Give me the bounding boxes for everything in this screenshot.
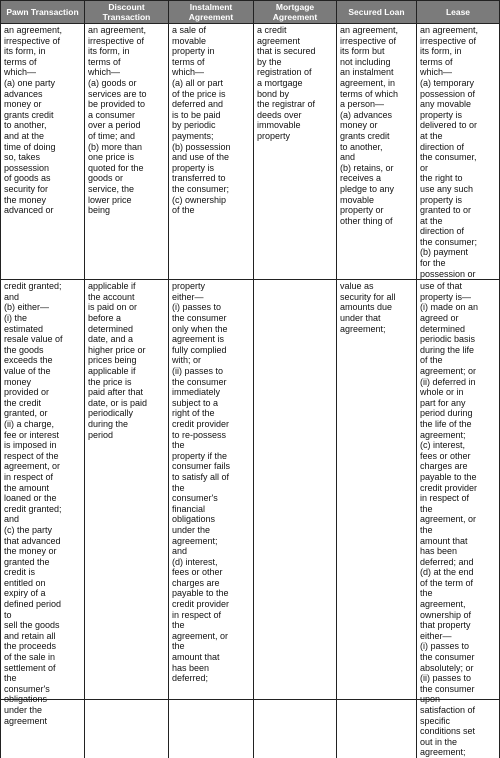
cell-instalment-agreement: a sale of movable property in terms of which— (a) all or part of the price is deferred and is to be paid by periodic payments; (b) possession and use of the property is transferred to the consumer; (c) ownership of the	[169, 24, 254, 280]
header-instalment-agreement: Instalment Agreement	[169, 1, 254, 24]
header-secured-loan: Secured Loan	[337, 1, 417, 24]
cell-discount-transaction: an agreement, irrespective of its form, in terms of which— (a) goods or services are to be provided to a consumer over a period of time; and (b) more than one price is quoted for the goods or service, the lower price being	[85, 24, 169, 280]
header-row	[1, 1, 500, 24]
cell-secured-loan: value as security for all amounts due under that agreement;	[337, 280, 417, 758]
cell-lease: an agreement, irrespective of its form, in terms of which— (a) temporary possession of any movable property is delivered to or at the direction of the consumer, or the right to use any such property is granted to or at the direction of the consumer; (b) payment for the possession or	[417, 24, 500, 280]
header-mortgage-agreement: Mortgage Agreement	[254, 1, 337, 24]
header-lease: Lease	[417, 1, 500, 24]
cell-pawn-transaction: an agreement, irrespective of its form, in terms of which— (a) one party advances money or grants credit to another, and at the time of doing so, takes possession of goods as security for the money advanced or	[1, 24, 85, 280]
header-discount-transaction: Discount Transaction	[85, 1, 169, 24]
cell-pawn-transaction: credit granted; and (b) either— (i) the estimated resale value of the goods exceeds the value of the money provided or the credit granted, or (ii) a charge, fee or interest is imposed in respect of the agreement, or in respect of the amount loaned or the credit granted; and (c) the party that advanced the money or granted the credit is entitled on expiry of a defined period to sell the goods and retain all the proceeds of the sale in settlement of the consumer's obligations under the agreement	[1, 280, 85, 758]
cell-discount-transaction: applicable if the account is paid on or before a determined date, and a higher price or prices being applicable if the price is paid after that date, or is paid periodically during the period	[85, 280, 169, 758]
table-row	[1, 280, 500, 758]
header-pawn-transaction: Pawn Transaction	[1, 1, 85, 24]
cell-secured-loan: an agreement, irrespective of its form but not including an instalment agreement, in terms of which a person— (a) advances money or grants credit to another, and (b) retains, or receives a pledge to any movable property or other thing of	[337, 24, 417, 280]
table-row	[1, 24, 500, 280]
cell-lease: use of that property is— (i) made on an agreed or determined periodic basis during the life of the agreement; or (ii) deferred in whole or in part for any period during the life of the agreement; (c) interest, fees or other charges are payable to the credit provider in respect of the agreement, or the amount that has been deferred; and (d) at the end of the term of the agreement, ownership of that property either— (i) passes to the consumer absolutely; or (ii) passes to the consumer upon satisfaction of specific conditions set out in the agreement;	[417, 280, 500, 758]
cell-mortgage-agreement	[254, 280, 337, 758]
cell-mortgage-agreement: a credit agreement that is secured by the registration of a mortgage bond by the registrar of deeds over immovable property	[254, 24, 337, 280]
cell-instalment-agreement: property either— (i) passes to the consumer only when the agreement is fully complied with; or (ii) passes to the consumer immediately subject to a right of the credit provider to re-possess the property if the consumer fails to satisfy all of the consumer's financial obligations under the agreement; and (d) interest, fees or other charges are payable to the credit provider in respect of the agreement, or the amount that has been deferred;	[169, 280, 254, 758]
